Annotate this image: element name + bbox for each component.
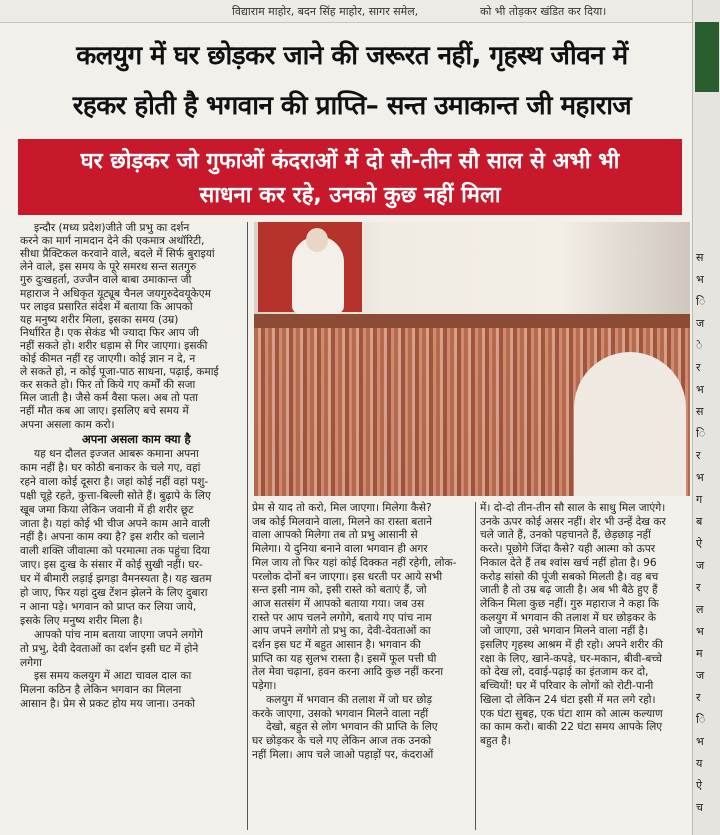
text-line: इस समय कलयुग में आटा चावल दाल का xyxy=(34,670,192,683)
text-line: रक्षा के लिए, खाने-कपड़े, घर-मकान, बीवी-बच्चे xyxy=(480,652,662,665)
text-line: गुरु दुःखहर्ता, उज्जैन वाले बाबा उमाकान्त जी xyxy=(20,274,192,287)
satsang-photo xyxy=(254,222,690,496)
text-line: सीधा प्रैक्टिकल करवाने वाले, बदले में सिर्फ बुराइयां xyxy=(20,248,215,261)
text-line: नहीं मिला। आप चले जाओ पहाड़ों पर, कंदराओं xyxy=(252,748,434,761)
text-line: यह धन दौलत इज्जत आबरू कमाना अपना xyxy=(34,448,199,460)
text-line: दर्शन इस घट में बहुत आसान है। भगवान की xyxy=(252,639,421,651)
text-line: कर सकते हो। फिर तो किये गए कर्मों की सजा xyxy=(20,379,196,392)
edge-char: भ xyxy=(696,625,704,638)
text-line: यह मनुष्य शरीर मिला, इसका समय (उम्र) xyxy=(20,313,179,326)
foreground-listener xyxy=(574,352,686,496)
headline-line-2: रहकर होती है भगवान की प्राप्ति– सन्त उमाकान्त जी महाराज xyxy=(72,91,632,121)
edge-char: ल xyxy=(696,603,704,616)
text-line: उनके ऊपर कोई असर नहीं। शेर भी उन्हें देख कर xyxy=(480,515,666,528)
text-line: करोड़ सांसो की पूंजी सबको मिलती है। वह बच xyxy=(480,570,659,583)
text-line: सन्त इसी नाम को, इसी रास्ते को बताएं हैं, जो xyxy=(252,584,427,597)
text-line: पर लाइव प्रसारित संदेश में बताया कि आपको xyxy=(20,300,193,313)
text-line: निर्धारित है। एक सेकंड भी ज्यादा फिर आप जी xyxy=(20,326,199,339)
edge-char: ऐ xyxy=(696,779,703,792)
text-line: करते। पूछोगे जिंदा कैसे? यही आत्मा को ऊपर xyxy=(480,543,656,556)
text-line: इन्दौर (मध्य प्रदेश)जीते जी प्रभु का दर्शन xyxy=(34,222,190,234)
text-line: आज सतसंग में आपको बताया गया। जब उस xyxy=(252,597,425,610)
text-line: खूब जमा किया लेकिन जवानी में ही शरीर छूट xyxy=(20,503,194,516)
edge-char: ज xyxy=(696,559,705,572)
text-line: में। दो-दो तीन-तीन सौ साल के साधु मिल जाएंगे। xyxy=(480,502,666,514)
edge-char: स xyxy=(696,405,704,418)
text-line: मिलना कठिन है लेकिन भगवान का मिलना xyxy=(20,684,182,697)
text-line: तो प्रभु, देवी देवताओं का दर्शन इसी घट में होने xyxy=(20,642,199,655)
text-line: कोई कीमत नहीं रह जाएगी। कोई ज्ञान न दे, न xyxy=(20,353,196,365)
text-line: कलयुग में भगवान की तलाश में घर छोड़कर के xyxy=(480,611,657,624)
text-line: रहने वाला कोई दूसरा है। जहां कोई नहीं वहां पशु- xyxy=(20,475,209,488)
edge-char: ऐ xyxy=(696,537,703,550)
text-line: हो जाए, फिर यहां दुख टेंशन झेलने के लिए दुबारा xyxy=(20,587,208,599)
text-line: काम नहीं है। घर कोठी बनाकर के चले गए, वहां xyxy=(20,461,201,474)
text-line: आसान है। प्रेम से प्रकट होय मय जाना। उनको xyxy=(20,698,196,711)
text-line: पक्षी चूहे रहते, कुत्ता-बिल्ली सोते हैं। बुढ़ापे के लिए xyxy=(20,489,211,502)
edge-char: च xyxy=(696,801,703,814)
stage-edge xyxy=(254,314,690,328)
text-line: जाती है तो उम्र बढ़ जाती है। अब भी बैठे हुए हैं xyxy=(480,584,658,597)
text-line: घर छोड़कर के चले गए लेकिन आज तक उनको xyxy=(252,734,432,747)
text-line: जब कोई मिलवाने वाला, मिलने का रास्ता बताने xyxy=(252,515,432,528)
text-line: मिल जाय तो फिर यहां कोई दिक्कत नहीं रहेगी, लोक- xyxy=(252,556,457,569)
edge-char: र xyxy=(696,581,701,594)
text-line: करने का मार्ग नामदान देने की एकमात्र अथॉरिटी, xyxy=(20,235,205,248)
edge-char: भ xyxy=(696,383,704,396)
text-line: नहीं है। अपना काम क्या है? इस शरीर को चलाने xyxy=(20,531,205,544)
text-line: प्राप्ति का यह सुलभ रास्ता है। इसमें फूल पत्ती घी xyxy=(252,652,437,665)
top-strip-right-text: को भी तोड़कर खंडित कर दिया। xyxy=(480,5,607,18)
text-line: को देख लो, दवाई-पढ़ाई का इंतजाम कर दो, xyxy=(480,666,649,679)
text-line: वाला आपको मिलेगा तब तो प्रभु आसानी से xyxy=(252,529,418,542)
text-line: खिला दो लेकिन 24 घंटा इसी में मत लगे रहो। xyxy=(480,693,656,706)
text-line: आपको पांच नाम बताया जाएगा जपने लगोगे xyxy=(34,628,203,641)
text-line: अपना असला काम करो। xyxy=(20,418,115,431)
text-line: जाता है। यहां कोई भी चीज अपने काम आने वाली xyxy=(20,517,210,530)
text-line: रास्ते पर आप चलने लगोगे, बताये गए पांच नाम xyxy=(252,611,432,624)
edge-char: ज xyxy=(696,317,705,330)
section-subheading: अपना असला काम क्या है xyxy=(82,432,191,446)
edge-char: े xyxy=(696,339,703,352)
text-line: कलयुग में भगवान की तलाश में जो घर छोड़ xyxy=(266,693,433,706)
edge-char: स xyxy=(696,251,704,264)
text-line: लगेगा xyxy=(20,656,42,669)
text-line: का काम करो। बाकी 22 घंटा समय आपके लिए xyxy=(480,721,663,734)
text-line: पड़ेगा। xyxy=(252,680,277,693)
red-band-line-2: साधना कर रहे, उनको कुछ नहीं मिला xyxy=(199,183,501,208)
edge-char: ग xyxy=(696,493,703,506)
text-line: प्रेम से याद तो करो, मिल जाएगा। मिलेगा कैसे? xyxy=(252,502,432,514)
text-line: परलोक दोनों बन जाएगा। इस धरती पर आये सभी xyxy=(252,570,443,583)
text-line: वाली शक्ति जीवात्मा को परमात्मा तक पहुंचा दिया xyxy=(20,545,210,558)
text-line: ले सकते हो, न कोई पूजा-पाठ साधना, पढ़ाई, कमाई xyxy=(20,366,219,379)
text-line: देखो, बहुत से लोग भगवान की प्राप्ति के लिए xyxy=(266,721,438,734)
edge-char: ि xyxy=(696,295,706,308)
text-line: एक घंटा सुबह, एक घंटा शाम को आत्म कल्याण xyxy=(480,707,663,720)
top-strip xyxy=(0,0,720,23)
edge-char: ि xyxy=(696,713,706,726)
edge-char: र xyxy=(696,691,701,704)
edge-char: र xyxy=(696,361,701,374)
text-line: चले जाते हैं, उनको पहचानते हैं, छेड़छाड़ नहीं xyxy=(480,529,651,542)
edge-char: भ xyxy=(696,471,704,484)
text-line: मिल जाती है। जैसे कर्म वैसा फल। अब तो पता xyxy=(20,392,198,405)
edge-char: ब xyxy=(696,515,703,528)
text-line: जाए। इस दुःख के संसार में कोई सुखी नहीं। घर- xyxy=(20,559,203,572)
edge-char: भ xyxy=(696,735,704,748)
text-line: तेल मेवा चढ़ाना, हवन करना आदि कुछ नहीं करना xyxy=(252,666,444,679)
edge-char: य xyxy=(696,757,703,770)
saint-head xyxy=(306,228,328,252)
text-line: लेकिन मिला कुछ नहीं। गुरु महाराज ने कहा कि xyxy=(480,597,659,610)
text-line: नहीं मौत कब आ जाए। इसलिए बचे समय में xyxy=(20,405,189,418)
text-line: नहीं सकते हो। शरीर धड़ाम से गिर जाएगा। इसकी xyxy=(20,339,208,352)
text-line: लेने वाले, इस समय के पूरे समरथ सन्त सतगुरु xyxy=(20,261,197,274)
text-line: निकाल देते हैं तब श्वांस खर्च नहीं होता है। 96 xyxy=(480,556,657,569)
text-line: आप जपने लगोगे तो प्रभु का, देवी-देवताओं का xyxy=(252,625,431,638)
text-line: जो जाएगा, उसे भगवान मिलने वाला नहीं है। xyxy=(480,625,649,638)
text-line: बच्चियों! घर में परिवार के लोगों को रोटी-पानी xyxy=(480,680,654,693)
column-rule-2 xyxy=(475,502,476,830)
adjacent-column-edge xyxy=(692,0,720,835)
red-subheadline-band xyxy=(18,139,682,215)
edge-char: ज xyxy=(696,669,705,682)
text-line: इसलिए गृहस्थ आश्रम में ही रहो। अपने शरीर की xyxy=(480,639,663,651)
text-line: करके जाएगा, उसको भगवान मिलने वाला नहीं xyxy=(252,707,429,720)
text-line: मिलेगा। ये दुनिया बनाने वाला भगवान ही अगर xyxy=(252,543,428,556)
red-band-line-1: घर छोड़कर जो गुफाओं कंदराओं में दो सौ-तीन सौ साल से अभी भी xyxy=(80,149,620,174)
text-line: महाराज ने अधिकृत यूट्यूब चैनल जयगुरुदेवयूकेएम xyxy=(20,287,211,300)
edge-char: र xyxy=(696,449,701,462)
top-strip-left-text: विद्याराम माहोर, बदन सिंह माहोर, सागर समेल, xyxy=(232,5,419,18)
edge-char: ि xyxy=(696,427,706,440)
column-rule-1 xyxy=(247,222,248,830)
adjacent-green-block xyxy=(695,22,719,92)
headline-line-1: कलयुग में घर छोड़कर जाने की जरूरत नहीं, गृहस्थ जीवन में xyxy=(76,41,628,71)
edge-char: भ xyxy=(696,273,704,286)
edge-char: म xyxy=(696,647,703,660)
text-line: बहुत है। xyxy=(480,734,511,747)
text-line: इसके लिए मनुष्य शरीर मिला है। xyxy=(20,614,143,627)
text-line: घर में बीमारी लड़ाई झगड़ा वैमनस्यता है। यह खतम xyxy=(20,573,212,586)
text-line: न आना पड़े। भगवान को प्राप्त कर लिया जाये, xyxy=(20,600,197,613)
